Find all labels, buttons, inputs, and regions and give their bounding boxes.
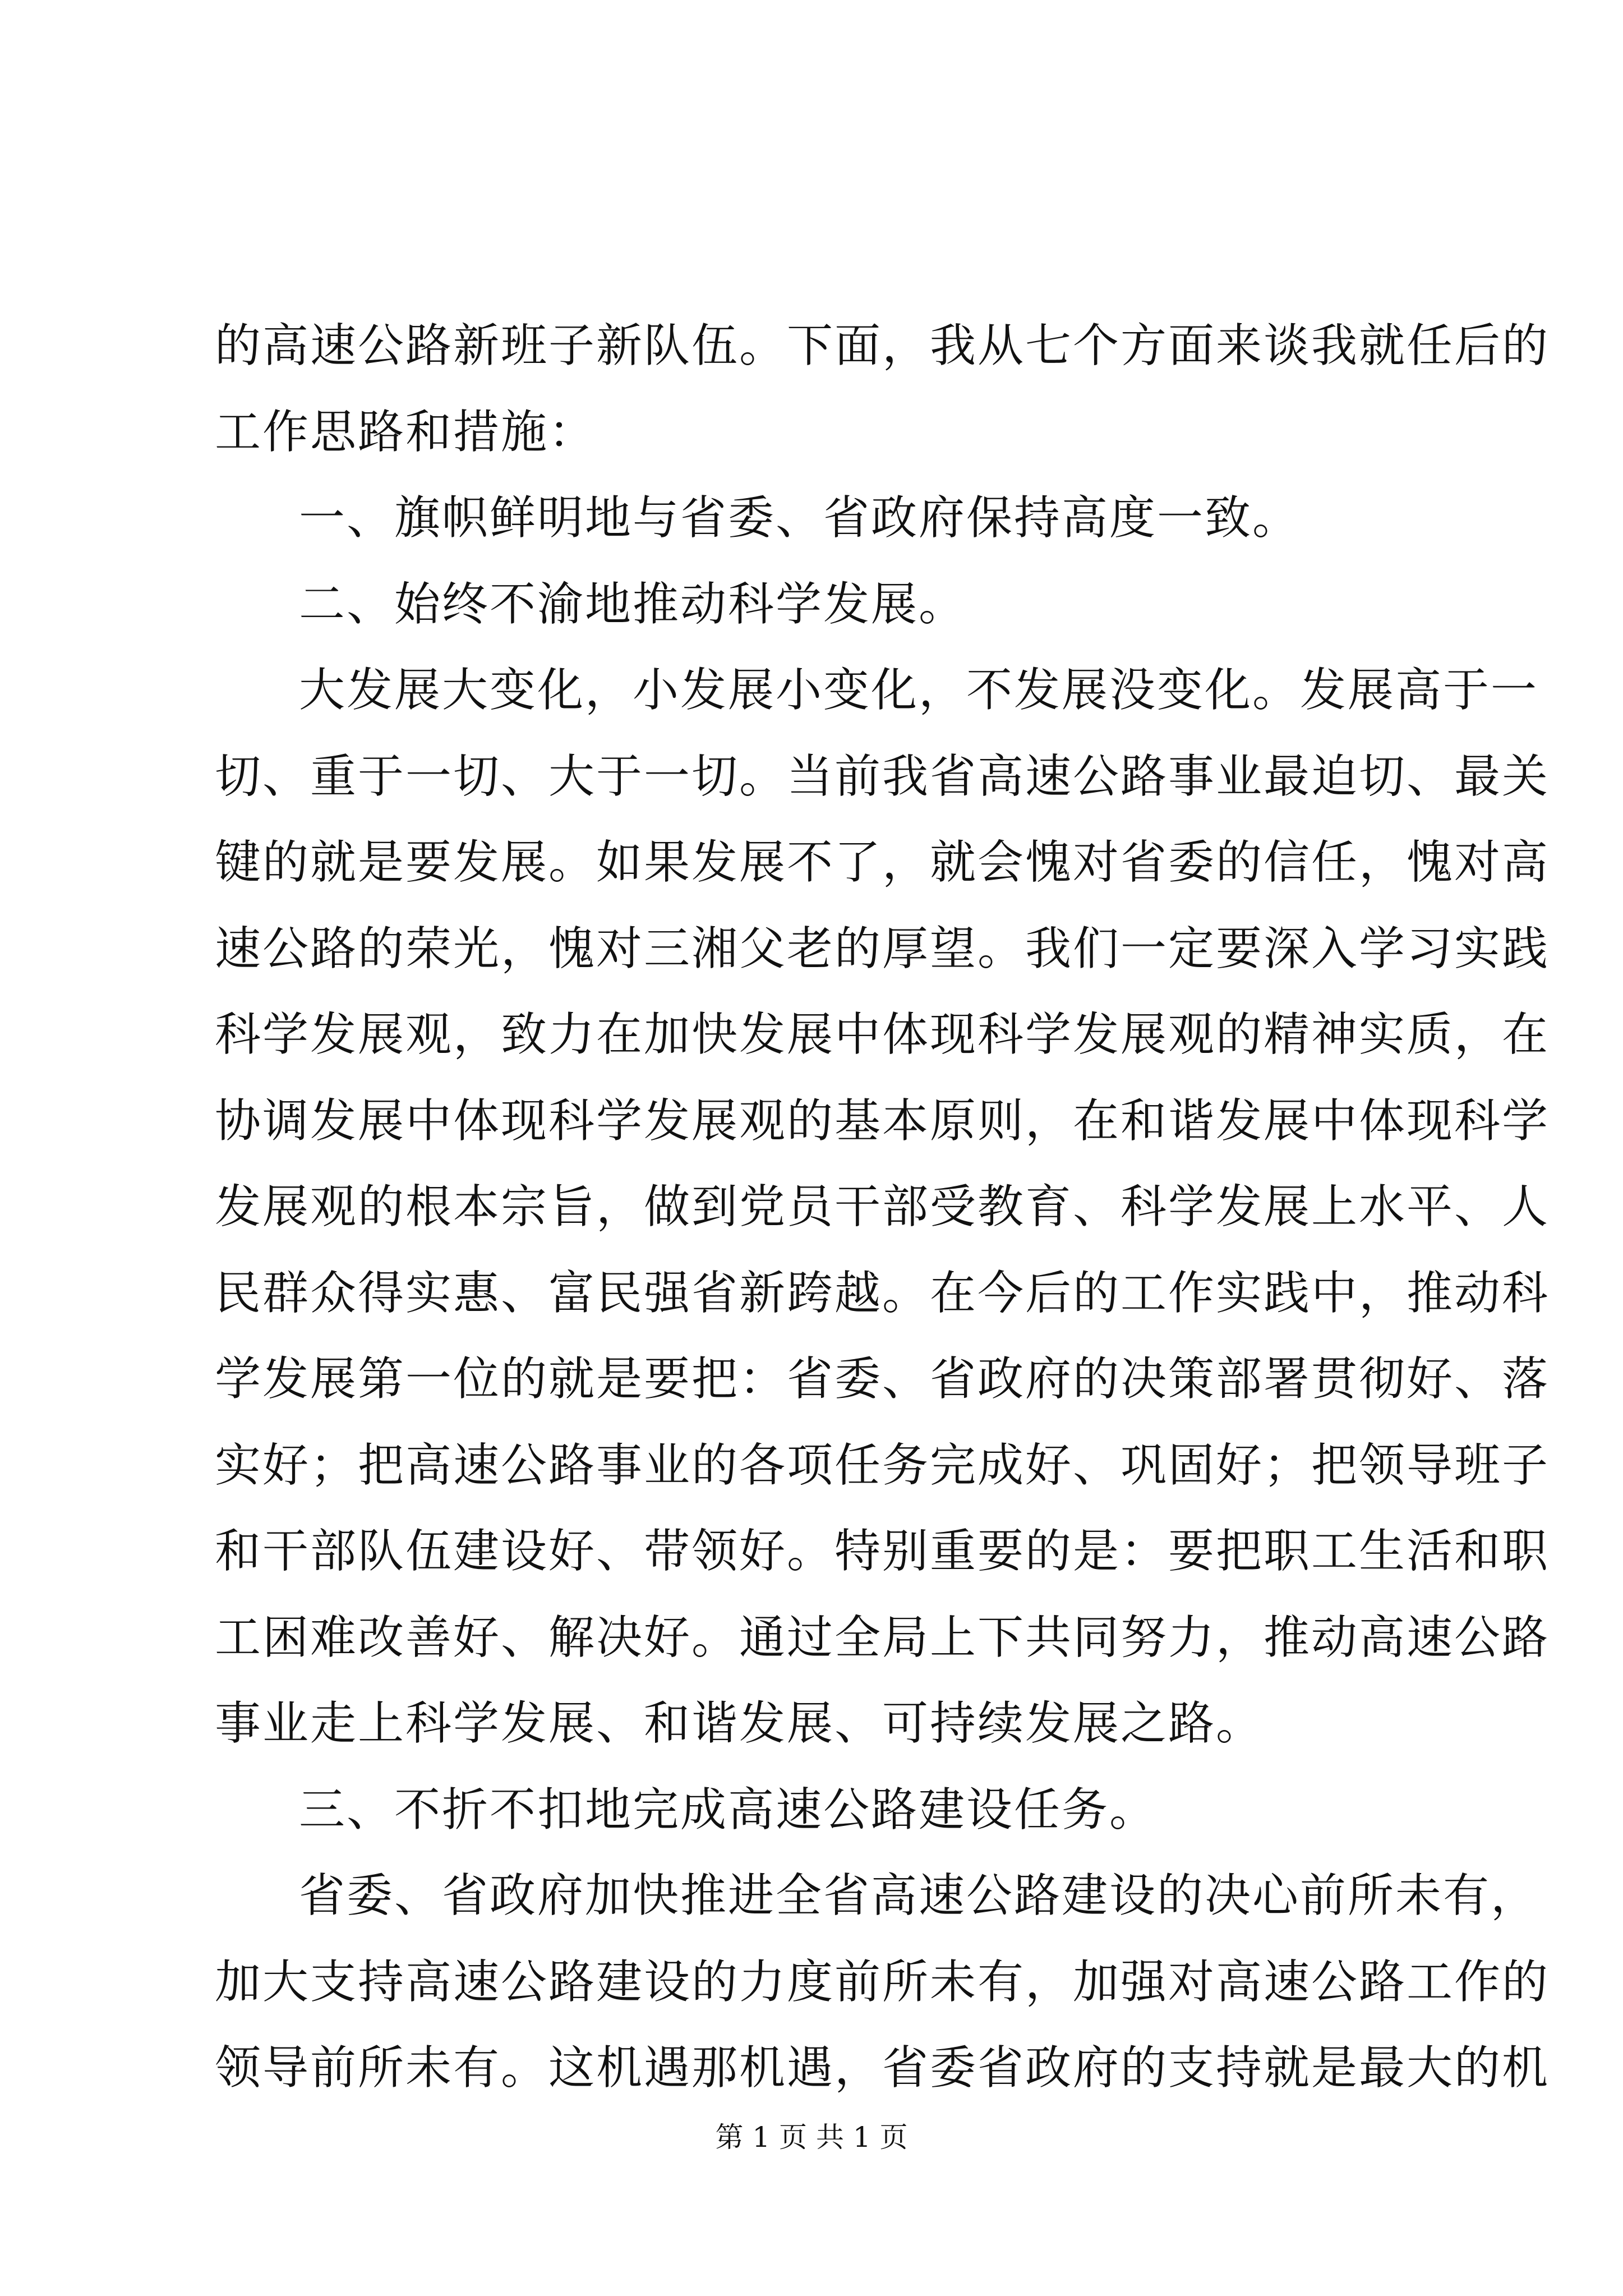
section-heading-2: 二、始终不渝地推动科学发展。 (299, 577, 967, 631)
text-line: 实好；把高速公路事业的各项任务完成好、巩固好；把领导班子 (215, 1438, 1550, 1492)
text-line: 学发展第一位的就是要把：省委、省政府的决策部署贯彻好、落 (215, 1352, 1550, 1406)
text-line: 工作思路和措施： (215, 405, 597, 459)
text-line: 科学发展观，致力在加快发展中体现科学发展观的精神实质，在 (215, 1008, 1550, 1061)
text-line: 大发展大变化，小发展小变化，不发展没变化。发展高于一 (299, 664, 1539, 717)
text-line: 省委、省政府加快推进全省高速公路建设的决心前所未有， (299, 1869, 1539, 1922)
text-line: 和干部队伍建设好、带领好。特别重要的是：要把职工生活和职 (215, 1525, 1550, 1578)
text-line: 民群众得实惠、富民强省新跨越。在今后的工作实践中，推动科 (215, 1266, 1550, 1320)
text-line: 加大支持高速公路建设的力度前所未有，加强对高速公路工作的 (215, 1955, 1550, 2009)
section-heading-1: 一、旗帜鲜明地与省委、省政府保持高度一致。 (299, 491, 1301, 545)
text-line: 的高速公路新班子新队伍。下面，我从七个方面来谈我就任后的 (215, 319, 1550, 372)
text-line: 键的就是要发展。如果发展不了，就会愧对省委的信任，愧对高 (215, 836, 1550, 889)
text-line: 工困难改善好、解决好。通过全局上下共同努力，推动高速公路 (215, 1611, 1550, 1664)
text-line: 事业走上科学发展、和谐发展、可持续发展之路。 (215, 1697, 1264, 1750)
text-line: 切、重于一切、大于一切。当前我省高速公路事业最迫切、最关 (215, 749, 1550, 803)
page-footer: 第 1 页 共 1 页 (715, 2121, 908, 2154)
text-line: 发展观的根本宗旨，做到党员干部受教育、科学发展上水平、人 (215, 1180, 1550, 1234)
text-line: 领导前所未有。这机遇那机遇，省委省政府的支持就是最大的机 (215, 2041, 1550, 2095)
body-text (215, 303, 1550, 2111)
text-line: 速公路的荣光，愧对三湘父老的厚望。我们一定要深入学习实践 (215, 922, 1550, 976)
text-line: 协调发展中体现科学发展观的基本原则，在和谐发展中体现科学 (215, 1094, 1550, 1148)
section-heading-3: 三、不折不扣地完成高速公路建设任务。 (299, 1783, 1158, 1837)
